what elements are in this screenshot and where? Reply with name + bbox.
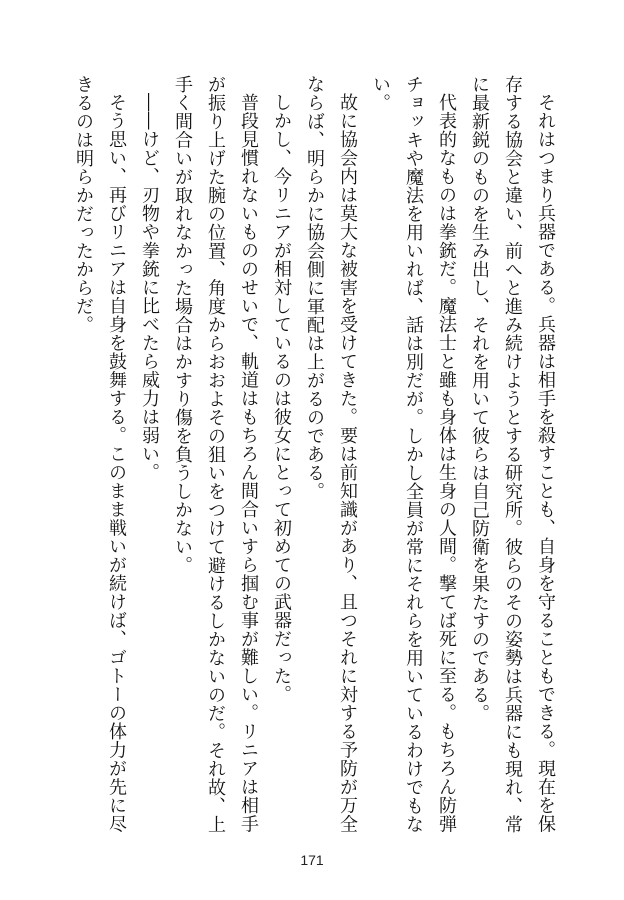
paragraph-6: ――けど、刃物や拳銃に比べたら威力は弱い。 bbox=[139, 93, 160, 482]
paragraph-2: 代表的なものは拳銃だ。魔法士と雖も身体は生身の人間。撃てば死に至る。もちろん防弾チョッキや魔法を用いれば、話は別だが。しかし全員が常にそれらを用いているわけでもない。 bbox=[370, 75, 457, 834]
page-number: 171 bbox=[300, 852, 324, 868]
paragraph-1: それはつまり兵器である。兵器は相手を殺すことも、自身を守ることもできる。現在を保存する協会と違い、前へと進み続けようとする研究所。彼らのその姿勢は兵器にも現れ、常に最新鋭のものを生み出し、それを用いて彼らは自己防衛を果たすのである。 bbox=[469, 75, 556, 834]
paragraph-5: 普段見慣れないもののせいで、軌道はもちろん間合いすら掴む事が難しい。リニアは相手が振り上げた腕の位置、角度からおおよその狙いをつけて避けるしかないのだ。それ故、上手く間合いが取れなかった場合はかすり傷を負うしかない。 bbox=[172, 75, 259, 834]
paragraph-4: しかし、今リニアが相対しているのは彼女にとって初めての武器だった。 bbox=[271, 93, 292, 704]
paragraph-7: そう思い、再びリニアは自身を鼓舞する。このまま戦いが続けば、ゴトーの体力が先に尽きるのは明らかだったからだ。 bbox=[73, 75, 127, 833]
paragraph-3: 故に協会内は莫大な被害を受けてきた。要は前知識があり、且つそれに対する予防が万全ならば、明らかに協会側に軍配は上がるのである。 bbox=[304, 75, 358, 833]
vertical-text-body bbox=[57, 75, 562, 835]
